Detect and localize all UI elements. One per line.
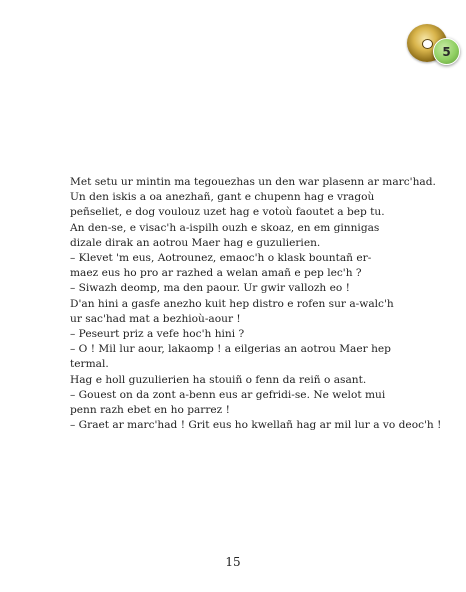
text-line: – O ! Mil lur aour, lakaomp ! a eilgerias an aotrou Maer hep (70, 343, 391, 356)
text-line: Un den iskis a oa anezhañ, gant e chupenn hag e vragoù (70, 191, 375, 204)
text-line: dizale dirak an aotrou Maer hag e guzulierien. (70, 236, 321, 249)
text-line: An den-se, e visac'h a-ispilh ouzh e skoaz, en em ginnigas (70, 221, 380, 234)
text-line: ur sac'had mat a bezhioù-aour ! (70, 312, 241, 325)
text-line: Hag e holl guzulierien ha stouiñ o fenn da reiñ o asant. (70, 373, 367, 386)
text-line: – Gouest on da zont a-benn eus ar gefridi-se. Ne welot mui (70, 388, 386, 401)
text-line: termal. (70, 358, 109, 371)
story-text (70, 175, 442, 433)
text-line: Met setu ur mintin ma tegouezhas un den war plasenn ar marc'had. (70, 176, 436, 188)
chapter-number: 5 (433, 38, 460, 65)
text-line: – Graet ar marc'had ! Grit eus ho kwellañ hag ar mil lur a vo deoc'h ! (70, 419, 442, 432)
chapter-badge (407, 22, 463, 66)
text-line: peñseliet, e dog voulouz uzet hag e votoù faoutet a bep tu. (70, 206, 385, 219)
page-number: 15 (225, 555, 241, 569)
text-line: penn razh ebet en ho parrez ! (70, 404, 230, 417)
text-line: – Klevet 'm eus, Aotrounez, emaoc'h o klask bountañ er- (70, 252, 372, 265)
text-line: – Siwazh deomp, ma den paour. Ur gwir vallozh eo ! (70, 282, 350, 295)
disc-hole (422, 39, 433, 49)
text-line: D'an hini a gasfe anezho kuit hep distro e rofen sur a-walc'h (70, 297, 394, 310)
text-line: – Peseurt priz a vefe hoc'h hini ? (70, 328, 245, 341)
text-line: maez eus ho pro ar razhed a welan amañ e pep lec'h ? (70, 267, 362, 280)
